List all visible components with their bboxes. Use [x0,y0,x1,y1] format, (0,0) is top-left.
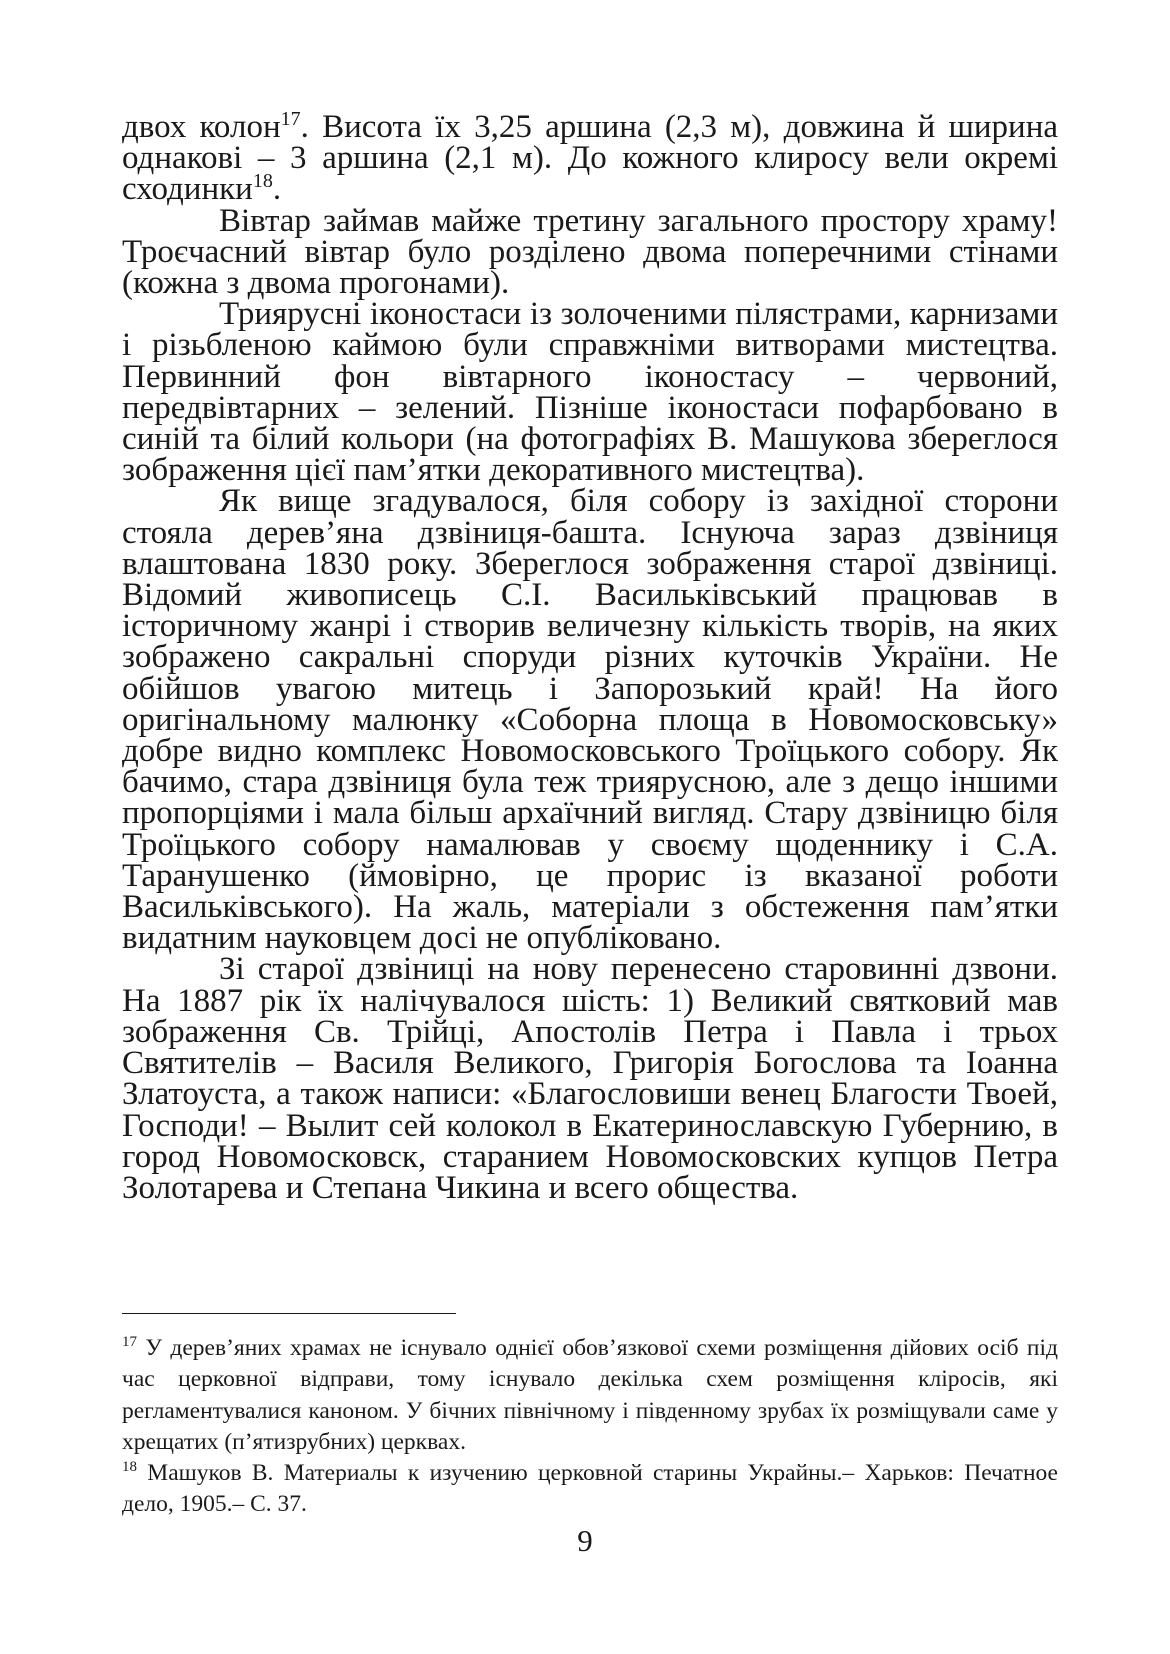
page-content [122,108,1059,1206]
paragraph-1 [122,108,1059,208]
footnote-number: 17 [122,1334,137,1350]
paragraph-1-end: . [272,171,282,208]
page-number: 9 [577,1523,593,1558]
body-text [122,108,1059,1206]
footnote-number: 18 [122,1459,137,1476]
paragraph-2: Вівтар займав майже третину загального простору храму! Троєчасний вівтар було розділено двома поперечними стінами (кожна з двома прогонами). [122,202,1058,302]
footnote-17 [122,1333,1058,1458]
paragraph-1-start: двох колон [122,109,281,145]
footnote-separator [122,1313,456,1314]
footnote-text: У дерев’яних храмах не існувало однієї обов’язкової схеми розміщення дійових осіб під час церковної відправи, тому існувало декілька схем розміщення кліросів, які регламентувалися каноном. У бічних північному і південному зрубах їх розміщували саме у хрещатих (п’ятизрубних) церквах. [122,1335,1058,1455]
paragraph-3: Триярусні іконостаси із золоченими пілястрами, карнизами і різьбленою каймою були справжніми витворами мистецтва. Первинний фон вівтарного іконостасу – червоний, передвівтарних – зелений. Пізніше іконостаси пофарбовано в синій та білий кольори (на фотографіях В. Машукова збереглося зображення цієї пам’ятки декоративного мистецтва). [122,296,1058,489]
footnotes [122,1333,1058,1521]
footnote-text: Машуков В. Материалы к изучению церковной старины Украйны.– Харьков: Печатное дело, 1905.– С. 37. [122,1460,1058,1518]
paragraph-4: Як вище згадувалося, біля собору із західної сторони стояла дерев’яна дзвіниця-башта. Існуюча зараз дзвіниця влаштована 1830 року. Збереглося зображення старої дзвіниці. Відомий живописець С.І. Васильківський працював в історичному жанрі і створив величезну кількість творів, на яких зображено сакральні споруди різних куточків України. Не обійшов увагою митець і Запорозький край! На його оригінальному малюнку «Соборна площа в Новомосковську» добре видно комплекс Новомосковського Троїцького собору. Як бачимо, стара дзвіниця була теж триярусною, але з дещо іншими пропорціями і мала більш архаїчний вигляд. Стару дзвіницю біля Троїцького собору намалював у своєму щоденнику і С.А. Таранушенко (ймовірно, це прорис із вказаної роботи Васильківського). На жаль, матеріали з обстеження пам’ятки видатним науковцем досі не опубліковано. [122,483,1058,957]
footnote-ref-17[interactable]: 17 [280,108,301,130]
footnote-ref-18[interactable]: 18 [252,170,273,193]
paragraph-1-middle: . Висота їх 3,25 аршина (2,3 м), довжина й ширина однакові – 3 аршина (2,1 м). До кожного клиросу вели окремі сходинки [122,109,1059,208]
footnote-18 [122,1458,1058,1521]
paragraph-5: Зі старої дзвіниці на нову перенесено старовинні дзвони. На 1887 рік їх налічувалося шість: 1) Великий святковий мав зображення Св. Трійці, Апостолів Петра і Павла і трьох Святителів – Василя Великого, Григорія Богослова та Іоанна Златоуста, а також написи: «Благословиши венец Благости Твоей, Господи! – Вылит сей колокол в Екатеринославскую Губернию, в город Новомосковск, старанием Новомосковских купцов Петра Золотарева и Степана Чикина и всего общества. [122,951,1058,1206]
